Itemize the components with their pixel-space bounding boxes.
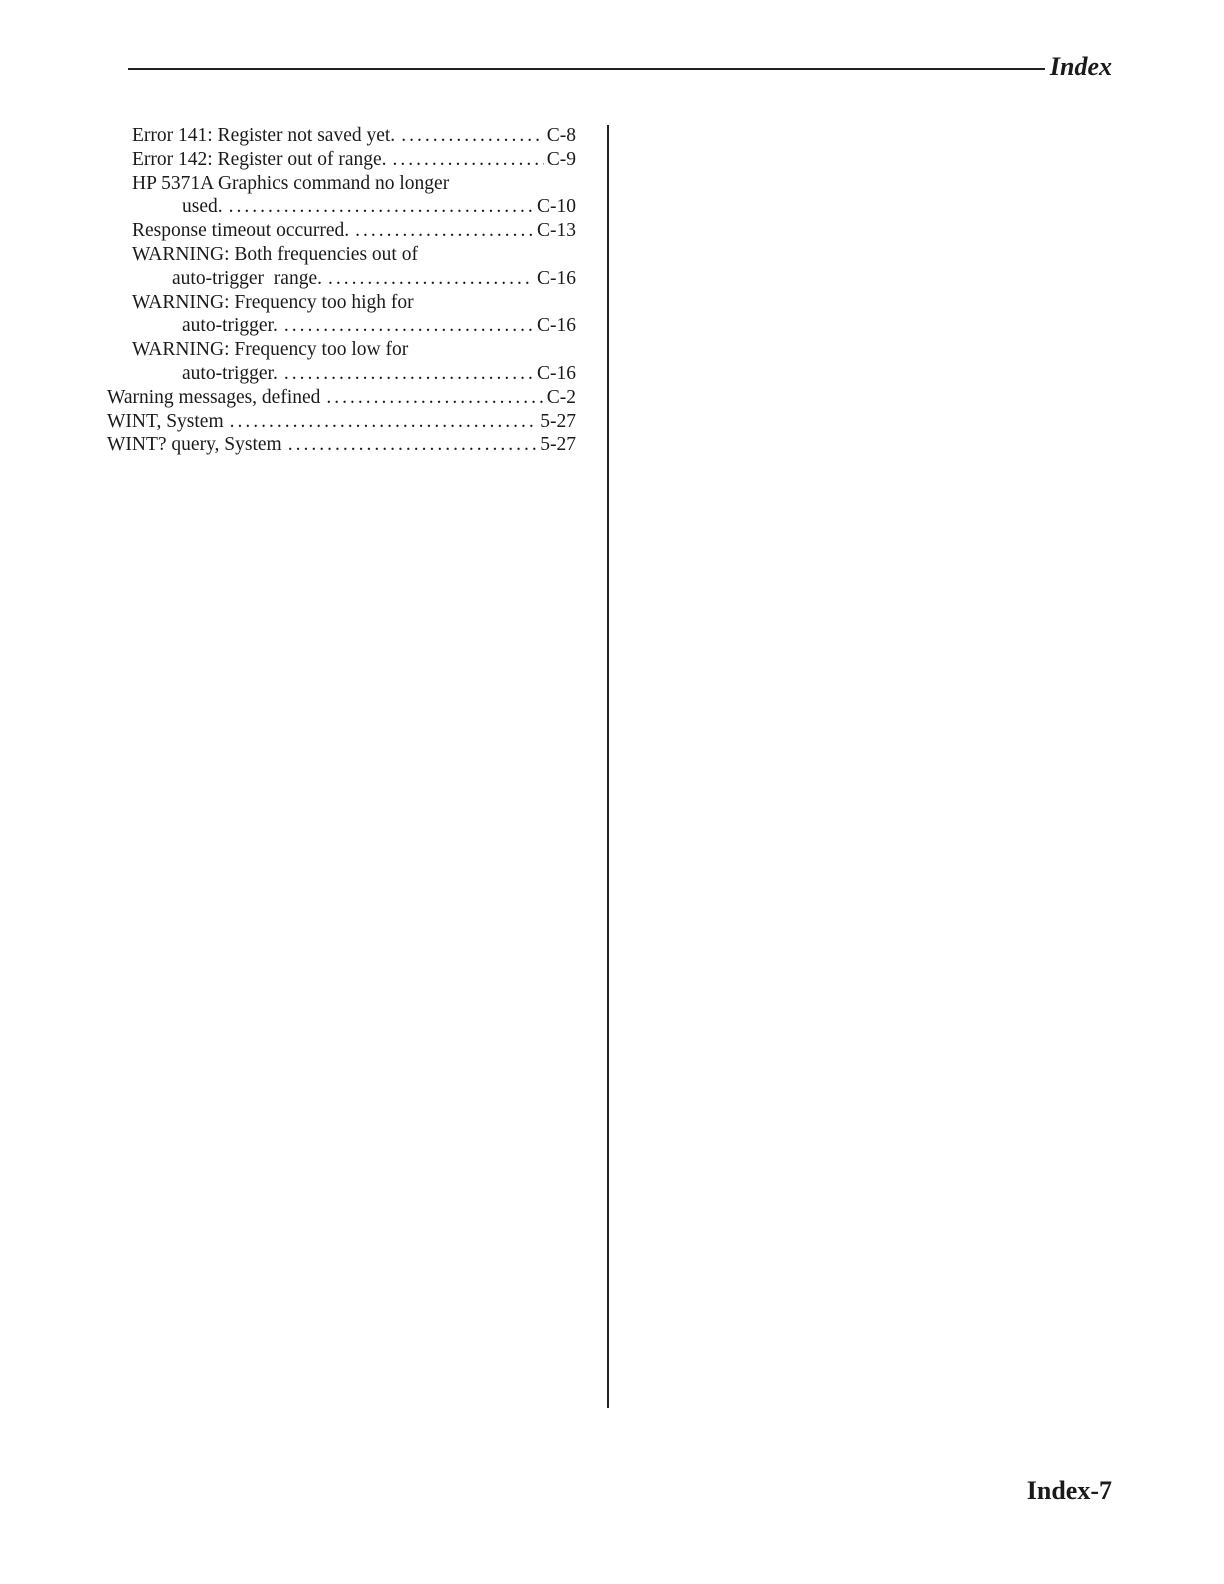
dot-leader: [328, 267, 534, 291]
page-number: Index-7: [1026, 1476, 1112, 1505]
index-entry: [107, 410, 576, 434]
entry-text: Response timeout occurred.: [132, 220, 350, 242]
dot-leader: [284, 362, 534, 386]
dot-leader: [288, 433, 538, 457]
page-reference: C-10: [537, 196, 576, 218]
column-divider: [607, 125, 609, 1408]
page-reference: 5-27: [540, 434, 576, 456]
entry-text-continuation: auto-trigger range.: [172, 267, 322, 289]
index-entry: [107, 219, 576, 243]
page-reference: C-16: [537, 315, 576, 337]
page-reference: C-16: [537, 362, 576, 384]
entry-text: Warning messages, defined: [107, 386, 321, 408]
index-entry: [107, 172, 576, 220]
header-rule: [128, 68, 1045, 70]
page-reference: C-9: [546, 148, 576, 170]
index-entry: [107, 291, 576, 339]
page-reference: 5-27: [540, 410, 576, 432]
page-reference: C-13: [537, 220, 576, 242]
index-entry: [107, 338, 576, 386]
dot-leader: [355, 219, 534, 243]
entry-text: Error 142: Register out of range.: [132, 148, 387, 170]
index-list: [107, 124, 576, 457]
dot-leader: [229, 195, 534, 219]
entry-text: WARNING: Both frequencies out of: [132, 243, 418, 265]
page-reference: C-2: [546, 386, 576, 408]
entry-text-continuation: used.: [182, 196, 223, 218]
entry-text: WINT? query, System: [107, 434, 282, 456]
index-entry: [107, 243, 576, 291]
index-entry: [107, 386, 576, 410]
dot-leader: [401, 124, 544, 148]
index-entry: [107, 124, 576, 148]
entry-text-continuation: auto-trigger.: [182, 315, 278, 337]
entry-text: WINT, System: [107, 410, 224, 432]
running-header-title: Index: [1049, 52, 1112, 81]
entry-text: WARNING: Frequency too low for: [132, 339, 409, 361]
index-entry: [107, 148, 576, 172]
dot-leader: [284, 314, 534, 338]
entry-text: HP 5371A Graphics command no longer: [132, 172, 450, 194]
dot-leader: [393, 148, 544, 172]
page-reference: C-16: [537, 267, 576, 289]
entry-text-continuation: auto-trigger.: [182, 362, 278, 384]
page-reference: C-8: [546, 125, 576, 146]
index-entry: [107, 433, 576, 457]
entry-text: WARNING: Frequency too high for: [132, 291, 414, 313]
entry-text: Error 141: Register not saved yet.: [132, 125, 396, 146]
dot-leader: [326, 386, 543, 410]
dot-leader: [230, 410, 538, 434]
